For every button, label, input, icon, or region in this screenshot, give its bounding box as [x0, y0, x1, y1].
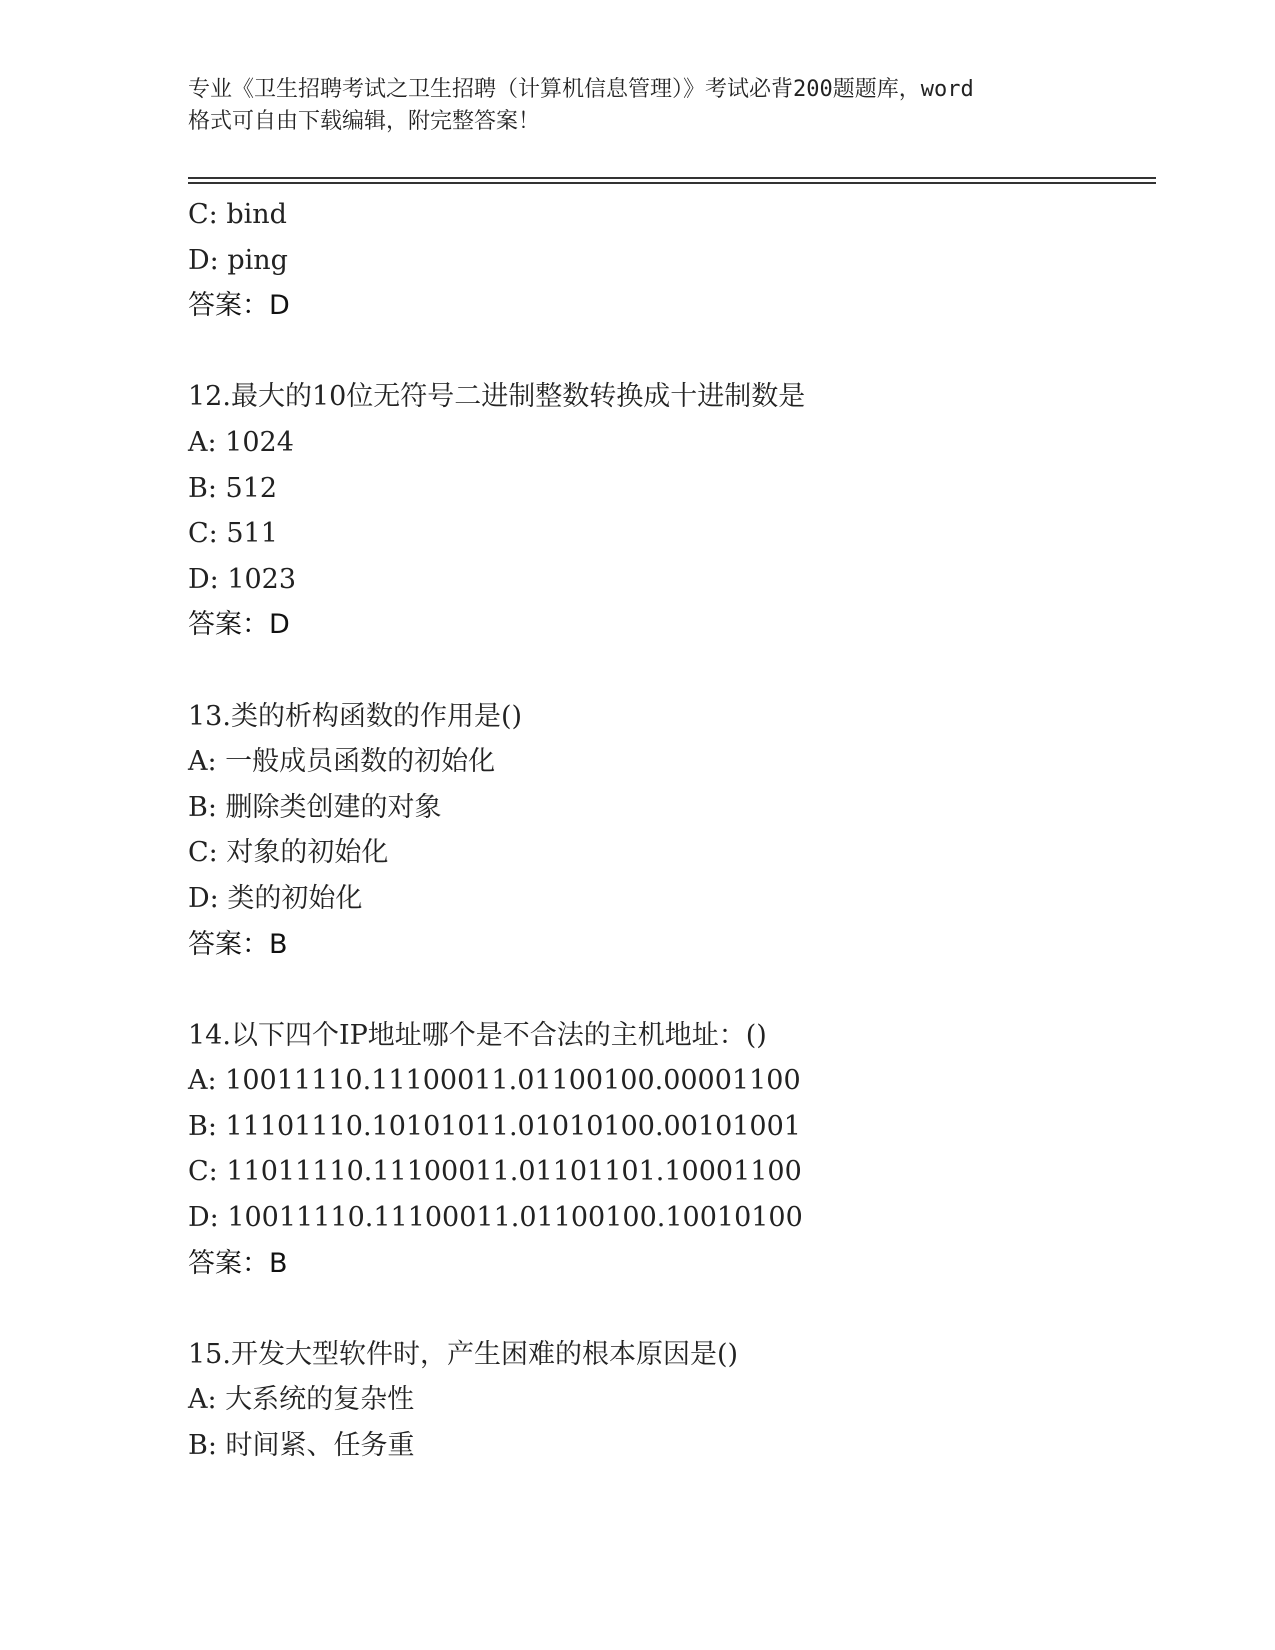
spacer [188, 648, 1148, 694]
option-b: B: 11101110.10101011.01010100.00101001 [188, 1110, 801, 1142]
answer-line: 答案：B [188, 928, 288, 960]
question-stem: 15.开发大型软件时，产生困难的根本原因是() [188, 1338, 739, 1370]
header-rule-top [188, 177, 1156, 179]
answer-line: 答案：D [188, 290, 290, 322]
answer-line: 答案：D [188, 609, 290, 641]
spacer [188, 967, 1148, 1013]
option-a: A: 10011110.11100011.01100100.00001100 [188, 1065, 801, 1097]
question-stem: 12.最大的10位无符号二进制整数转换成十进制数是 [188, 381, 806, 413]
option-b: B: 时间紧、任务重 [188, 1430, 415, 1462]
header-line-2: 格式可自由下载编辑，附完整答案！ [188, 109, 541, 134]
option-d: D: 1023 [188, 563, 297, 595]
option-c: C: 511 [188, 518, 278, 550]
question-stem: 14.以下四个IP地址哪个是不合法的主机地址：() [188, 1019, 767, 1051]
option-b: B: 512 [188, 472, 278, 504]
option-b: B: 删除类创建的对象 [188, 791, 442, 823]
question-12 [188, 374, 1148, 648]
spacer [188, 329, 1148, 375]
question-15 [188, 1332, 1148, 1469]
option-c: C: 11011110.11100011.01101101.10001100 [188, 1156, 802, 1188]
option-d: D: ping [188, 244, 288, 276]
spacer [188, 1286, 1148, 1332]
option-c: C: 对象的初始化 [188, 837, 389, 869]
question-11-tail [188, 192, 1148, 329]
header-rule-bottom [188, 182, 1156, 184]
question-list [188, 192, 1148, 1469]
option-a: A: 1024 [188, 426, 294, 458]
option-c: C: bind [188, 199, 287, 230]
question-stem: 13.类的析构函数的作用是() [188, 700, 523, 732]
option-d: D: 10011110.11100011.01100100.10010100 [188, 1202, 803, 1234]
header-line-1: 专业《卫生招聘考试之卫生招聘（计算机信息管理）》考试必背200题题库，word [188, 77, 974, 102]
document-header [188, 74, 1088, 138]
question-13 [188, 694, 1148, 968]
answer-line: 答案：B [188, 1247, 288, 1279]
question-14 [188, 1013, 1148, 1287]
option-d: D: 类的初始化 [188, 882, 363, 914]
option-a: A: 一般成员函数的初始化 [188, 746, 496, 778]
option-a: A: 大系统的复杂性 [188, 1384, 415, 1416]
